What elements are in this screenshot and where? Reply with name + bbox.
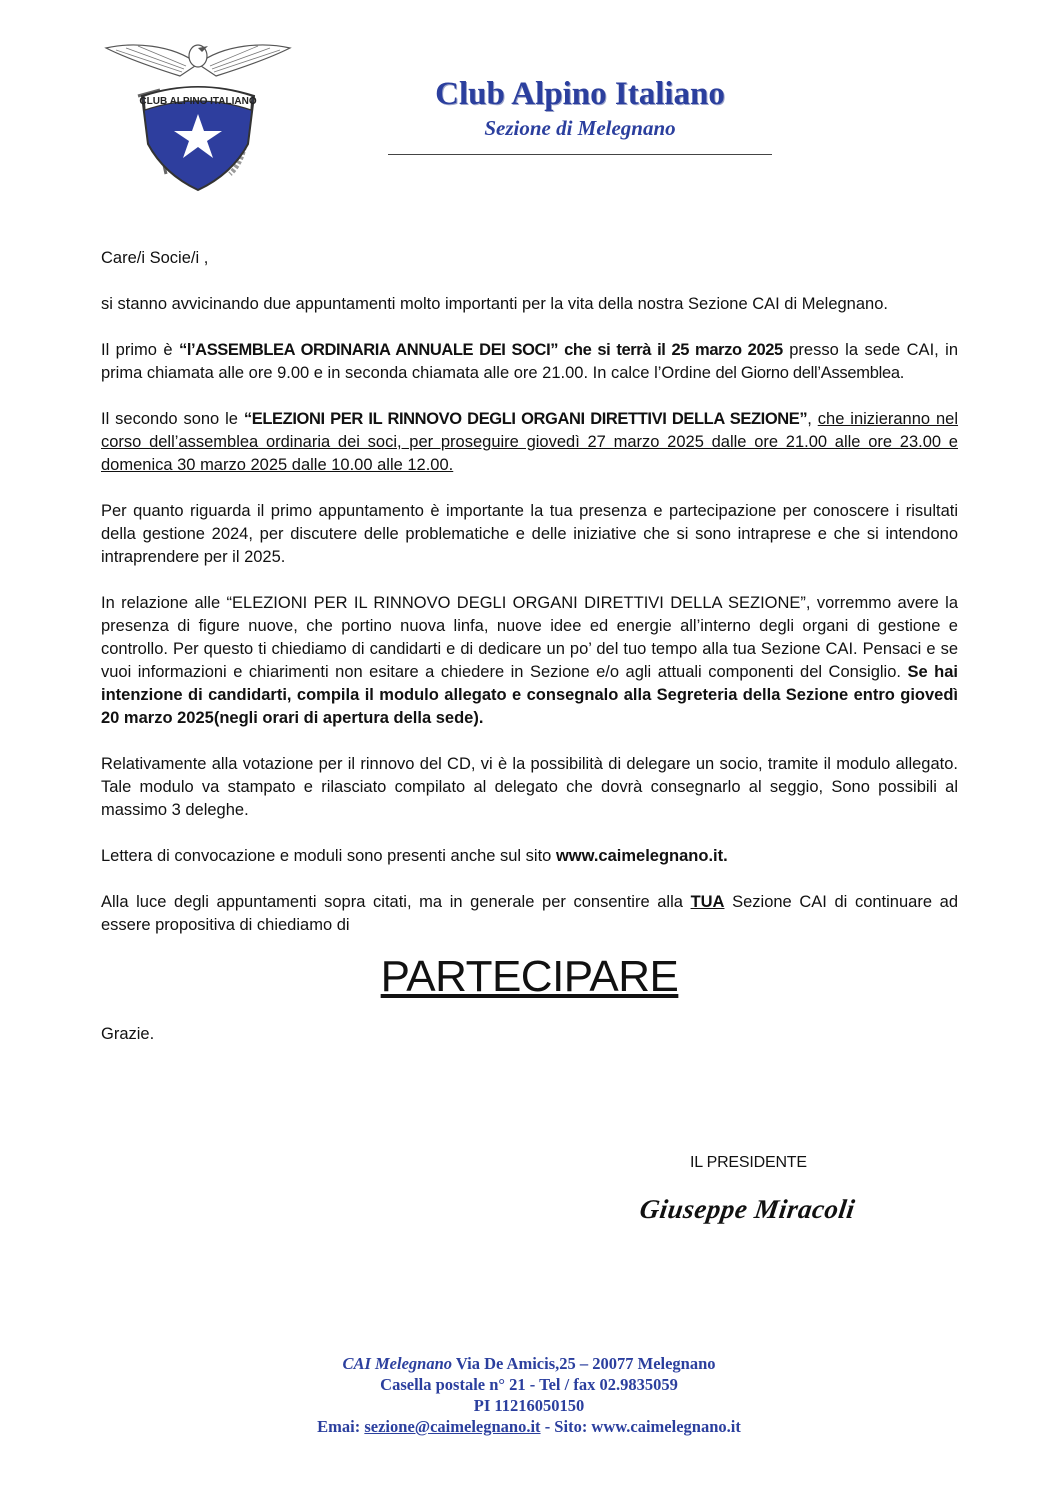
letter-body [101, 247, 958, 1046]
letterhead [360, 74, 800, 155]
footer-address: Via De Amicis,25 – 20077 Melegnano [452, 1354, 716, 1373]
paragraph-candidates [101, 592, 958, 730]
paragraph-delegation: Relativamente alla votazione per il rinnovo del CD, vi è la possibilità di delegare un socio, tramite il modulo allegato. Tale modulo va stampato e rilasciato compilato al delegato che dovrà consegnarlo al seggio, Sono possibili al massimo 3 deleghe. [101, 755, 958, 819]
footer-site: - Sito: www.caimelegnano.it [540, 1417, 741, 1436]
assembly-highlight: “l’ASSEMBLEA ORDINARIA ANNUALE DEI SOCI” che si terrà il 25 marzo 2025 [178, 341, 783, 359]
footer-vat: PI 11216050150 [473, 1396, 585, 1415]
paragraph-assembly [101, 339, 958, 385]
closing-lead: Alla luce degli appuntamenti sopra citati, ma in generale per consentire alla [101, 893, 691, 911]
elections-lead: Il secondo sono le [101, 410, 244, 428]
footer [229, 1353, 829, 1437]
thanks: Grazie. [101, 1025, 155, 1043]
header-divider [388, 154, 772, 155]
greeting: Care/i Socie/i , [101, 249, 209, 267]
elections-highlight: “ELEZIONI PER IL RINNOVO DEGLI ORGANI DIRETTIVI DELLA SEZIONE” [243, 410, 808, 428]
paragraph-intro: si stanno avvicinando due appuntamenti molto importanti per la vita della nostra Sezione CAI di Melegnano. [101, 295, 888, 313]
website-link[interactable]: www.caimelegnano.it. [555, 847, 728, 865]
candidates-deadline: Se hai intenzione di candidarti, compila il modulo allegato e consegnalo alla Segreteria della Sezione entro giovedì 20 marzo 2025(negli orari di apertura della sede). [101, 663, 958, 727]
logo-text: CLUB ALPINO ITALIANO [139, 96, 257, 107]
footer-email-label: Emai: [317, 1417, 365, 1436]
footer-contact: Casella postale n° 21 - Tel / fax 02.9835059 [380, 1375, 678, 1394]
signer-signature: Giuseppe Miracoli [637, 1194, 857, 1224]
elections-schedule: che inizieranno nel corso dell’assemblea ordinaria dei soci, per proseguire giovedì 27 marzo 2025 dalle ore 21.00 alle ore 23.00 e domenica 30 marzo 2025 dalle 10.00 alle 12.00. [101, 410, 959, 474]
assembly-details: presso la sede CAI, in prima chiamata alle ore 9.00 e in seconda chiamata alle ore 21.00. In calce l’Ordine [101, 341, 959, 382]
closing-emphasis: TUA [690, 893, 725, 911]
paragraph-closing [101, 891, 958, 937]
paragraph-website [101, 845, 958, 868]
cai-eagle-shield-logo [102, 34, 294, 194]
footer-links-line [229, 1416, 829, 1437]
call-to-action: PARTECIPARE [380, 952, 679, 1001]
signer-role: IL PRESIDENTE [690, 1154, 807, 1171]
club-subtitle: Sezione di Melegnano [484, 116, 676, 140]
footer-org: CAI Melegnano [342, 1354, 453, 1373]
footer-email-link[interactable]: sezione@caimelegnano.it [364, 1417, 541, 1436]
signature-block [637, 1154, 900, 1225]
candidates-text: In relazione alle “ELEZIONI PER IL RINNOVO DEGLI ORGANI DIRETTIVI DELLA SEZIONE”, vorremmo avere la presenza di figure nuove, che portino nuova linfa, nuove idee ed energie all’interno degli organi di gestione e controllo. Per questo ti chiediamo di candidarti e di dedicare un po’ del tuo tempo alla tua Sezione CAI. Pensaci e se vuoi informazioni e chiarimenti non esitare a chiedere in Sezione e/o agli attuali componenti del Consiglio. [101, 594, 958, 681]
elections-sep: , [807, 410, 818, 428]
assembly-agenda-note: del Giorno dell’Assemblea. [715, 364, 904, 382]
website-lead: Lettera di convocazione e moduli sono presenti anche sul sito [101, 847, 556, 865]
footer-address-line [229, 1353, 829, 1374]
paragraph-elections [101, 408, 958, 477]
paragraph-first-appointment: Per quanto riguarda il primo appuntamento è importante la tua presenza e partecipazione per conoscere i risultati della gestione 2024, per discutere delle problematiche e delle iniziative che si sono intraprese e che si intendono intraprendere per il 2025. [101, 502, 958, 566]
assembly-lead: Il primo è [101, 341, 179, 359]
closing-rest: Sezione CAI di continuare ad essere propositiva di chiediamo di [101, 893, 958, 934]
club-title: Club Alpino Italiano [435, 76, 725, 112]
